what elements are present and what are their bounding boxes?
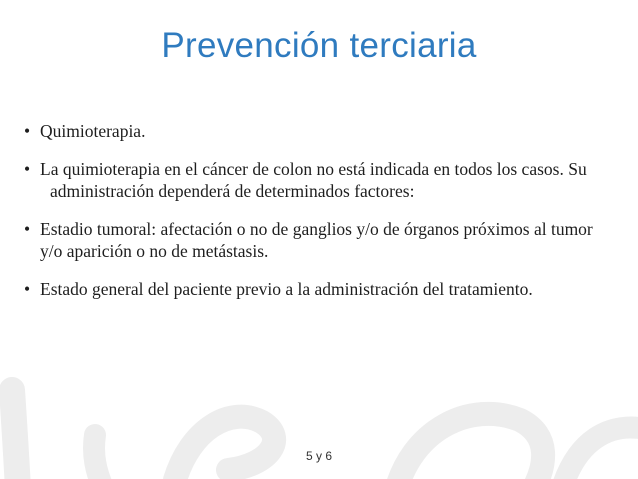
bullet-dot-icon: • bbox=[24, 279, 31, 299]
page-number: 5 y 6 bbox=[305, 449, 332, 463]
bullet-text: Estado general del paciente previo a la administración del tratamiento. bbox=[40, 279, 533, 299]
bullet-dot-icon: • bbox=[24, 219, 31, 239]
bullet-text: Estadio tumoral: afectación o no de ganglios y/o de órganos próximos al tumor y/o aparición o no de metástasis. bbox=[40, 219, 593, 261]
bullet-text: Quimioterapia. bbox=[40, 121, 146, 141]
bullet-item bbox=[24, 278, 614, 300]
bullet-dot-icon: • bbox=[24, 121, 31, 141]
bullet-item bbox=[24, 158, 614, 202]
bullet-list bbox=[24, 120, 614, 316]
bullet-item bbox=[24, 120, 614, 142]
bullet-text: La quimioterapia en el cáncer de colon no está indicada en todos los casos. Su administración dependerá de determinados factores: bbox=[40, 159, 587, 201]
bullet-dot-icon: • bbox=[24, 159, 31, 179]
slide-title: Prevención terciaria bbox=[161, 26, 477, 65]
bullet-item bbox=[24, 218, 614, 262]
